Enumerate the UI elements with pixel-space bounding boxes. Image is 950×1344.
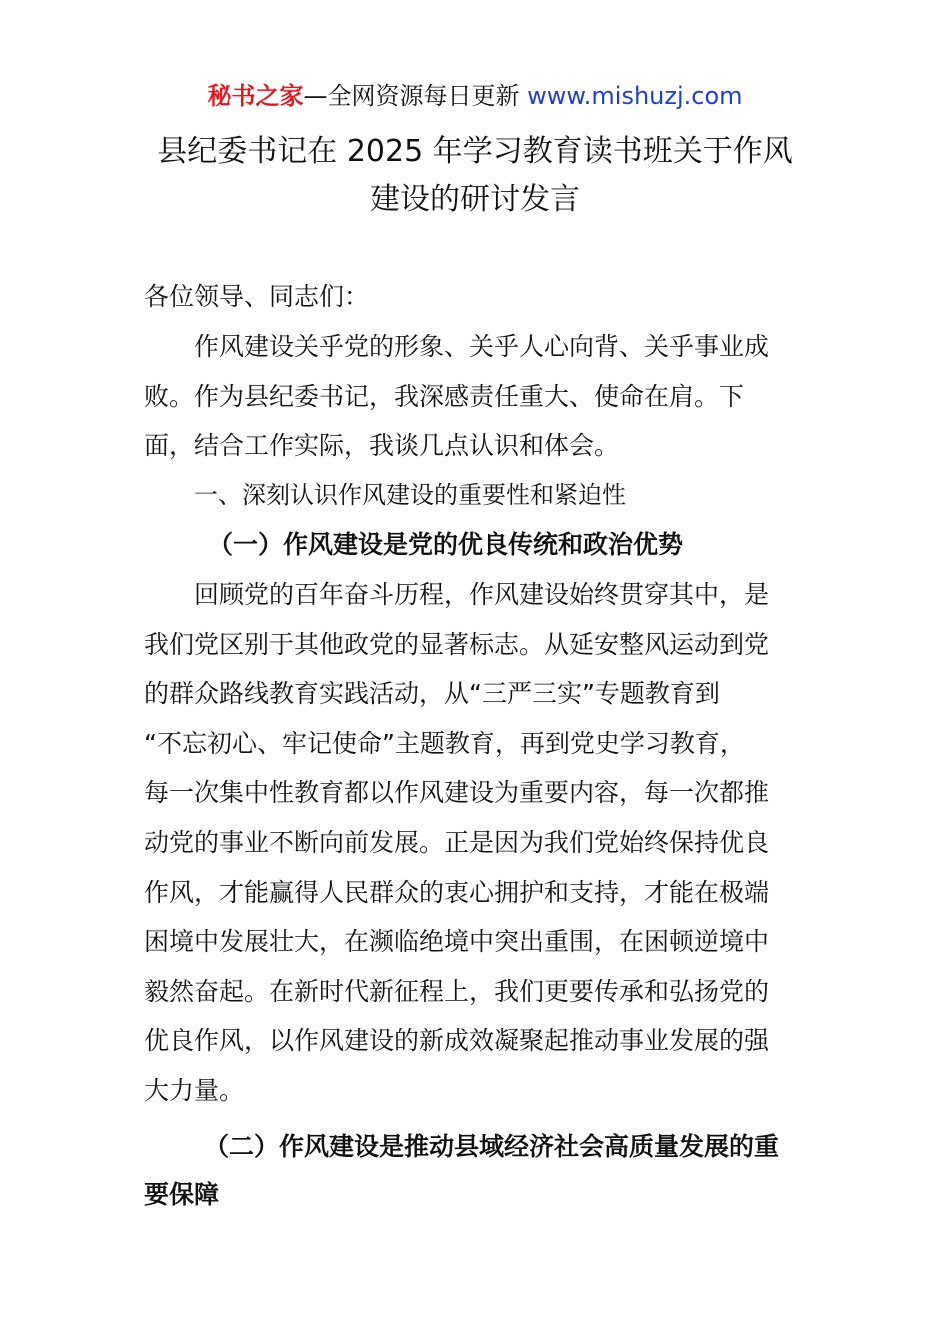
subsection-heading-2 <box>144 1123 806 1219</box>
intro-paragraph <box>144 322 806 471</box>
salutation: 各位领导、同志们： <box>144 282 370 311</box>
paragraph-line: 大力量。 <box>144 1075 245 1105</box>
title-line-2: 建设的研讨发言 <box>370 182 580 217</box>
site-url-link[interactable]: www.mishuzj.com <box>527 82 743 110</box>
paragraph-line: 优良作风，以作风建设的新成效凝聚起推动事业发展的强 <box>144 1026 770 1056</box>
document-title <box>140 128 810 224</box>
brand-name: 秘书之家 <box>207 82 304 110</box>
site-header <box>0 80 950 112</box>
header-tagline: —全网资源每日更新 <box>303 82 528 110</box>
paragraph-line: 困境中发展壮大，在濒临绝境中突出重围，在困顿逆境中 <box>144 927 770 957</box>
heading-line: （二）作风建设是推动县域经济社会高质量发展的重 <box>204 1132 780 1161</box>
subsection-1-paragraph <box>144 570 806 1116</box>
section-heading-1: 一、深刻认识作风建设的重要性和紧迫性 <box>194 481 626 509</box>
paragraph-line: “不忘初心、牢记使命”主题教育，再到党史学习教育， <box>144 728 745 758</box>
intro-line: 作风建设关乎党的形象、关乎人心向背、关乎事业成 <box>194 332 770 361</box>
intro-line: 败。作为县纪委书记，我深感责任重大、使命在肩。下 <box>144 381 745 411</box>
paragraph-line: 我们党区别于其他政党的显著标志。从延安整风运动到党 <box>144 629 770 659</box>
paragraph-line: 作风，才能赢得人民群众的衷心拥护和支持，才能在极端 <box>144 877 770 907</box>
intro-line: 面，结合工作实际，我谈几点认识和体会。 <box>144 431 620 461</box>
subsection-heading-1: （一）作风建设是党的优良传统和政治优势 <box>208 530 684 559</box>
paragraph-line: 动党的事业不断向前发展。正是因为我们党始终保持优良 <box>144 827 770 857</box>
paragraph-line: 每一次集中性教育都以作风建设为重要内容，每一次都推 <box>144 778 770 808</box>
paragraph-line: 毅然奋起。在新时代新征程上，我们更要传承和弘扬党的 <box>144 976 770 1006</box>
heading-line: 要保障 <box>144 1180 220 1209</box>
title-line-1: 县纪委书记在 2025 年学习教育读书班关于作风 <box>157 134 793 169</box>
paragraph-line: 回顾党的百年奋斗历程，作风建设始终贯穿其中，是 <box>194 580 770 609</box>
paragraph-line: 的群众路线教育实践活动，从“三严三实”专题教育到 <box>144 679 720 709</box>
